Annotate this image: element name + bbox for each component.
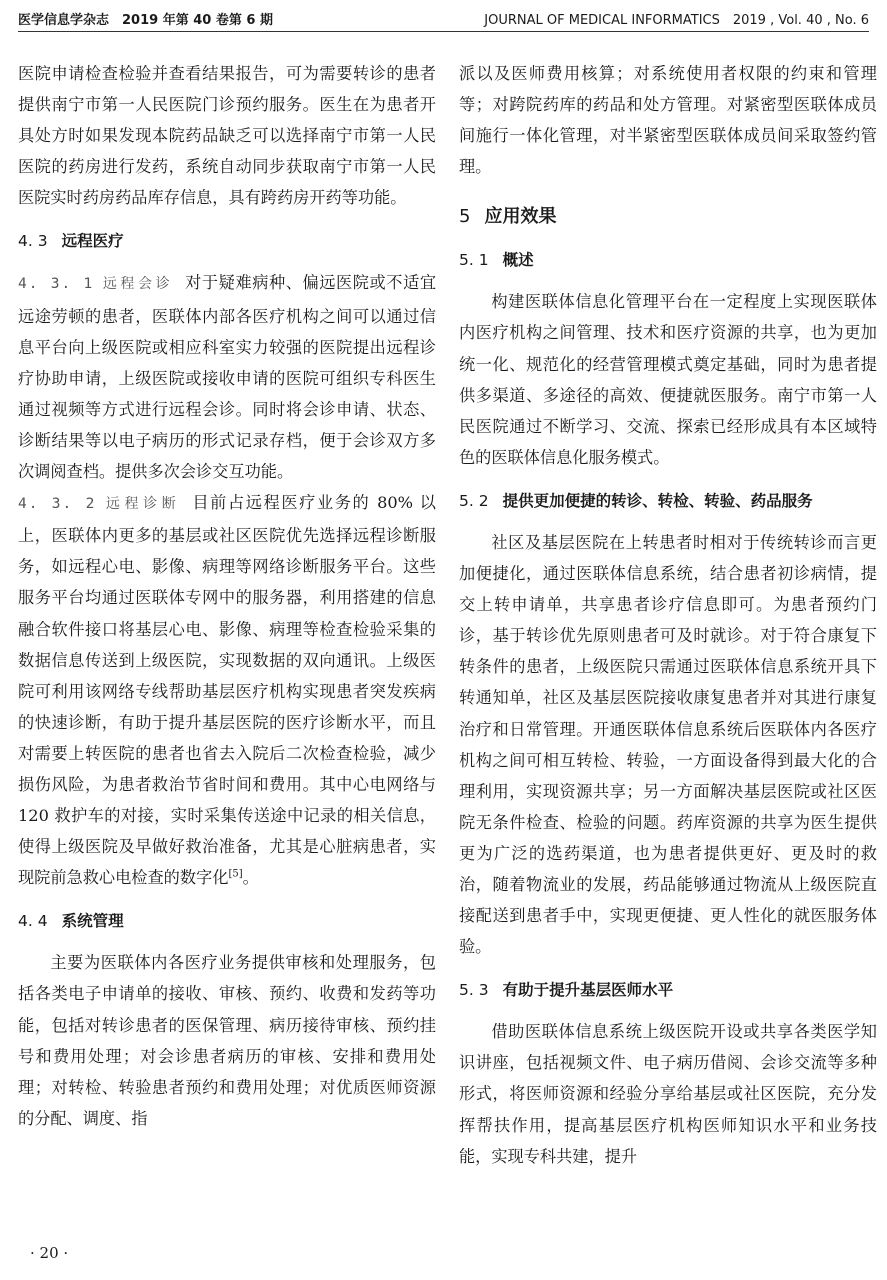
heading-number: 4. 4 <box>18 912 48 931</box>
heading-text: 应用效果 <box>484 206 557 228</box>
heading-text: 系统管理 <box>61 912 124 931</box>
heading-4-3 <box>18 227 436 255</box>
paragraph-continued: 医院申请检查检验并查看结果报告，可为需要转诊的患者提供南宁市第一人民医院门诊预约服务。医生在为患者开具处方时如果发现本院药品缺乏可以选择南宁市第一人民医院的药房进行发药，系统自动同步获取南宁市第一人民医院实时药房药品库存信息，具有跨药房开药等功能。 <box>18 64 436 208</box>
paragraph-continued: 派以及医师费用核算；对系统使用者权限的约束和管理等；对跨院药库的药品和处方管理。对紧密型医联体成员间施行一体化管理，对半紧密型医联体成员间采取签约管理。 <box>459 64 877 177</box>
paragraph-5-1: 构建医联体信息化管理平台在一定程度上实现医联体内医疗机构之间管理、技术和医疗资源的共享，也为更加统一化、规范化的经营管理模式奠定基础，同时为患者提供多渠道、多途径的高效、便捷就医服务。南宁市第一人民医院通过不断学习、交流、探索已经形成具有本区域特色的医联体信息化服务模式。 <box>459 292 877 467</box>
subsection-title: 远程诊断 <box>104 496 181 513</box>
heading-number: 5. 1 <box>459 251 489 270</box>
journal-title-en: JOURNAL OF MEDICAL INFORMATICS 2019 , Vol. 40 , No. 6 <box>484 13 869 28</box>
heading-5 <box>459 202 877 232</box>
heading-5-1 <box>459 246 877 274</box>
paragraph-text: 对于疑难病种、偏远医院或不适宜远途劳顿的患者，医联体内部各医疗机构之间可以通过信息平台向上级医院或相应科室实力较强的医院提出远程诊疗协助申请，上级医院或接收申请的医院可组织专科医生通过视频等方式进行远程会诊。同时将会诊申请、状态、诊断结果等以电子病历的形式记录存档，便于会诊双方多次调阅查档。提供多次会诊交互功能。 <box>18 273 437 482</box>
paragraph-4-4: 主要为医联体内各医疗业务提供审核和处理服务，包括各类电子申请单的接收、审核、预约、收费和发药等功能，包括对转诊患者的医保管理、病历接待审核、预约挂号和费用处理；对会诊患者病历的审核、安排和费用处理；对转检、转验患者预约和费用处理；对优质医师资源的分配、调度、指 <box>18 953 436 1128</box>
heading-text: 有助于提升基层医师水平 <box>502 981 674 1000</box>
page-number: · 20 · <box>30 1244 69 1262</box>
subsection-number: 4. 3. 2 <box>18 496 97 513</box>
heading-text: 概述 <box>502 251 534 270</box>
paragraph-text: 目前占远程医疗业务的 80% 以上，医联体内更多的基层或社区医院优先选择远程诊断服务，如远程心电、影像、病理等网络诊断服务平台。这些服务平台均通过医联体专网中的服务器，利用搭建的信息融合软件接口将基层心电、影像、病理等检查检验采集的数据信息传送到上级医院，实现数据的双向通讯。上级医院可利用该网络专线帮助基层医疗机构实现患者突发疾病的快速诊断，有助于提升基层医院的医疗诊断水平，而且对需要上转医院的患者也省去入院后二次检查检验，减少损伤风险，为患者救治节省时间和费用。其中心电网络与 120 救护车的对接，实时采集传送途中记录的相关信息，使得上级医院及早做好救治准备，尤其是心脏病患者，实现院前急救心电检查的数字化 <box>18 493 436 888</box>
heading-text: 提供更加便捷的转诊、转检、转验、药品服务 <box>502 491 813 510</box>
right-column <box>459 58 877 1172</box>
heading-text: 远程医疗 <box>61 232 124 251</box>
heading-5-2 <box>459 487 877 515</box>
heading-number: 5 <box>459 206 471 228</box>
paragraph-5-2: 社区及基层医院在上转患者时相对于传统转诊而言更加便捷化，通过医联体信息系统，结合患者初诊病情，提交上转申请单，共享患者诊疗信息即可。为患者预约门诊，基于转诊优先原则患者可及时就诊。对于符合康复下转条件的患者，上级医院只需通过医联体信息系统开具下转通知单，社区及基层医院接收康复患者并对其进行康复治疗和日常管理。开通医联体信息系统后医联体内各医疗机构之间可相互转检、转验，一方面设备得到最大化的合理利用，实现资源共享；另一方面解决基层医院或社区医院无条件检查、检验的问题。药库资源的共享为医生提供更为广泛的选药渠道，也为患者提供更好、更及时的救治，随着物流业的发展，药品能够通过物流从上级医院直接配送到患者手中，实现更便捷、更人性化的就医服务体验。 <box>459 532 877 957</box>
heading-number: 5. 2 <box>459 491 489 510</box>
heading-5-3 <box>459 976 877 1004</box>
journal-title-cn: 医学信息学杂志 2019 年第 40 卷第 6 期 <box>18 13 273 28</box>
paragraph-5-3: 借助医联体信息系统上级医院开设或共享各类医学知识讲座，包括视频文件、电子病历借阅、会诊交流等多种形式，将医师资源和经验分享给基层或社区医院，充分发挥帮扶作用，提高基层医疗机构医师知识水平和业务技能，实现专科共建，提升 <box>459 1022 877 1166</box>
citation-reference: [5] <box>228 868 243 880</box>
running-header <box>18 0 869 32</box>
paragraph-4-3-1 <box>18 267 436 487</box>
subsection-number: 4. 3. 1 <box>18 276 95 293</box>
subsection-title: 远程会诊 <box>102 276 174 293</box>
heading-number: 5. 3 <box>459 981 489 1000</box>
paragraph-end: 。 <box>242 868 259 888</box>
left-column <box>18 58 436 1134</box>
heading-4-4 <box>18 907 436 935</box>
paragraph-4-3-2 <box>18 487 436 893</box>
heading-number: 4. 3 <box>18 232 48 251</box>
